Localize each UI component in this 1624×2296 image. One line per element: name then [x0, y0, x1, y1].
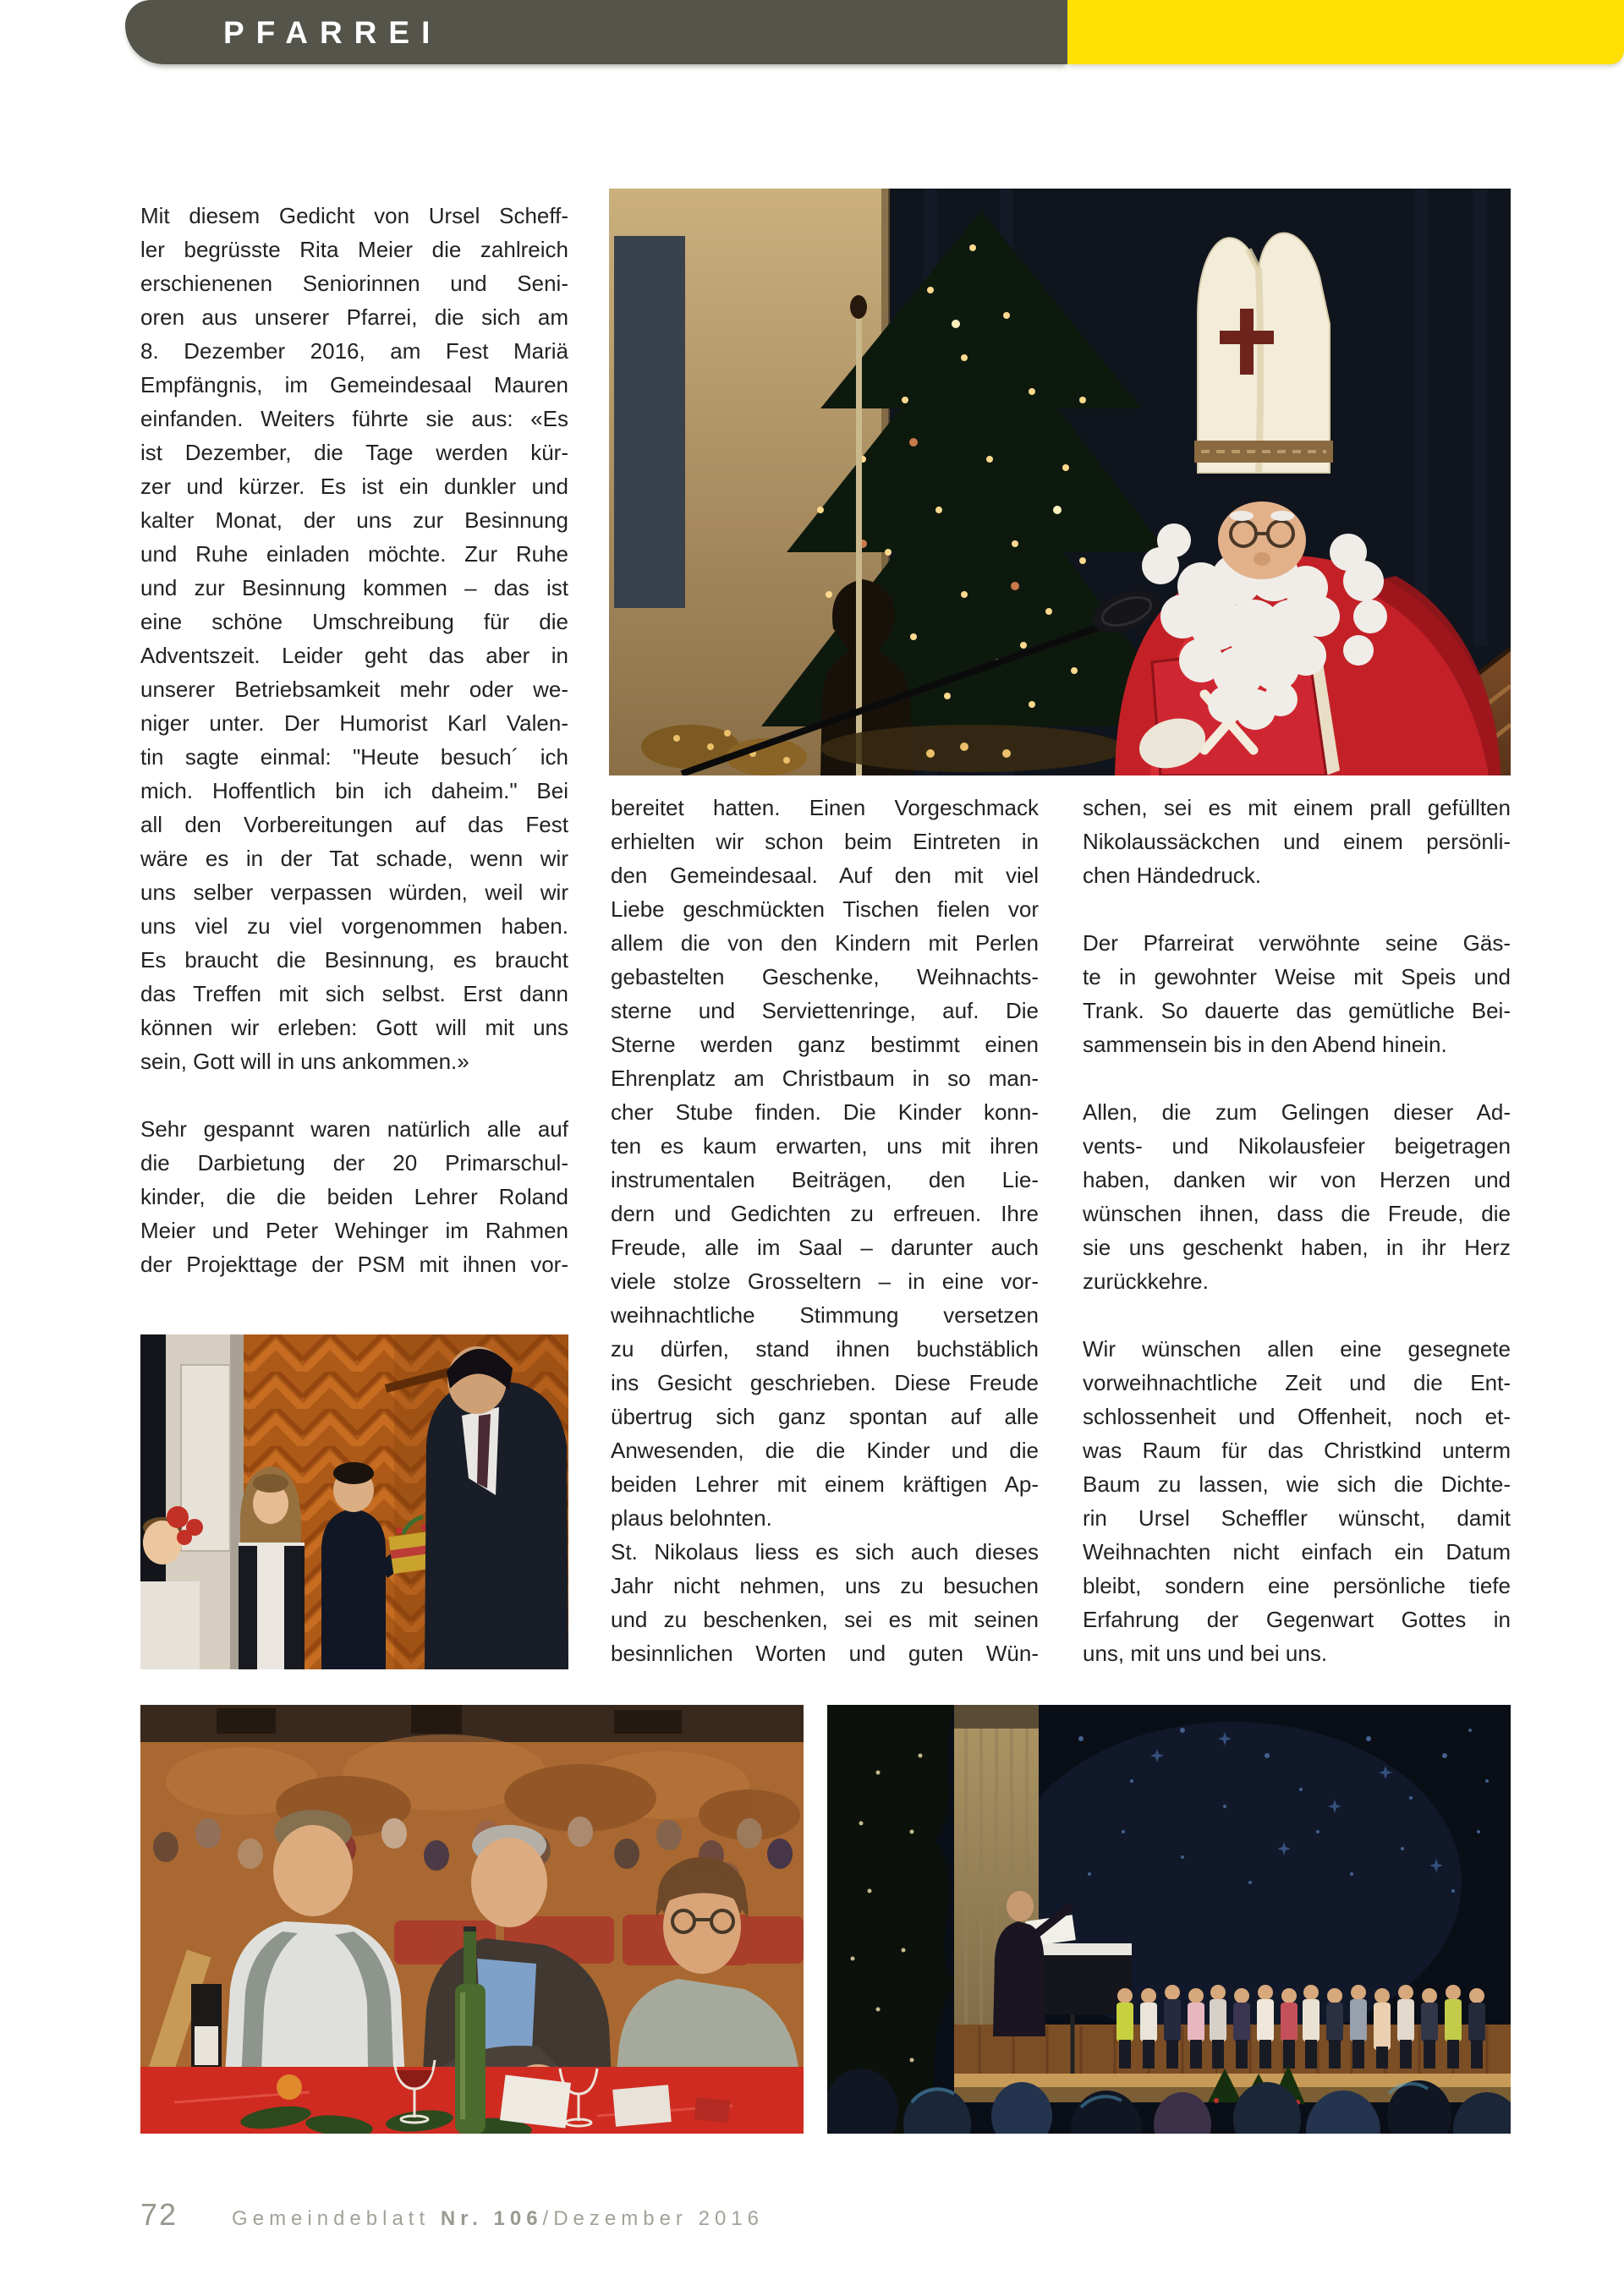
text-line: Der Pfarreirat verwöhnte seine Gäs- [1083, 930, 1511, 956]
text-line: oren aus unserer Pfarrei, die sich am [140, 304, 568, 330]
text-line: sein, Gott will in uns ankommen.» [140, 1049, 469, 1074]
text-line: die Darbietung der 20 Primarschul- [140, 1150, 568, 1175]
publication-name: Gemeindeblatt [232, 2207, 441, 2230]
text-line: vorweihnachtliche Zeit und die Ent- [1083, 1370, 1511, 1395]
text-line: instrumentalen Beiträgen, den Lie- [611, 1167, 1039, 1192]
text-line: einfanden. Weiters führte sie aus: «Es [140, 406, 568, 431]
text-line: weihnachtliche Stimmung versetzen [611, 1302, 1039, 1328]
text-line: erhielten wir schon beim Eintreten in [611, 829, 1039, 854]
text-line: Sterne werden ganz bestimmt einen [611, 1032, 1039, 1057]
paragraph-gap [1083, 1061, 1511, 1095]
text-line: übertrug sich ganz spontan auf alle [611, 1404, 1039, 1429]
page-footer [140, 2197, 764, 2233]
text-column-3 [1083, 791, 1511, 1670]
text-line: cher Stube finden. Die Kinder konn- [611, 1099, 1039, 1125]
text-line: und zur Besinnung kommen – das ist [140, 575, 568, 600]
text-line: te in gewohnter Weise mit Speis und [1083, 964, 1511, 989]
text-line: bereitet hatten. Einen Vorgeschmack [611, 795, 1039, 820]
text-line: Allen, die zum Gelingen dieser Ad- [1083, 1099, 1511, 1125]
text-line: Anwesenden, die die Kinder und die [611, 1438, 1039, 1463]
text-line: Nikolaussäckchen und einem persönli- [1083, 829, 1511, 854]
text-line: 8. Dezember 2016, am Fest Mariä [140, 338, 568, 364]
text-line: ist Dezember, die Tage werden kür- [140, 440, 568, 465]
text-line: können wir erleben: Gott will mit uns [140, 1015, 568, 1040]
photo-seniors-table [140, 1705, 804, 2134]
text-line: und Ruhe einladen möchte. Zur Ruhe [140, 541, 568, 567]
section-title: PFARREI [223, 15, 442, 50]
text-line: uns selber verpassen würden, weil wir [140, 879, 568, 905]
text-line: bleibt, sondern eine persönliche tiefe [1083, 1573, 1511, 1598]
text-line: eine schöne Umschreibung für die [140, 609, 568, 634]
text-line: rin Ursel Scheffler wünscht, damit [1083, 1505, 1511, 1531]
photo-nikolaus-visit [609, 189, 1511, 775]
text-line: Es braucht die Besinnung, es braucht [140, 947, 568, 973]
text-line: allem die von den Kindern mit Perlen [611, 930, 1039, 956]
issue-date: /Dezember 2016 [542, 2207, 764, 2230]
text-line: kinder, die die beiden Lehrer Roland [140, 1184, 568, 1209]
text-line: Liebe geschmückten Tischen fielen vor [611, 896, 1039, 922]
text-line: Wir wünschen allen eine gesegnete [1083, 1336, 1511, 1362]
photo-gift-art [140, 1334, 568, 1669]
text-line: Erfahrung der Gegenwart Gottes in [1083, 1607, 1511, 1632]
text-line: sie uns geschenkt haben, in ihr Herz [1083, 1235, 1511, 1260]
text-line: vents- und Nikolausfeier beigetragen [1083, 1133, 1511, 1159]
text-line: ten es kaum erwarten, uns mit ihren [611, 1133, 1039, 1159]
text-line: gebastelten Geschenke, Weihnachts- [611, 964, 1039, 989]
text-line: erschienenen Seniorinnen und Seni- [140, 271, 568, 296]
photo-gift-handover [140, 1334, 568, 1669]
text-line: ler begrüsste Rita Meier die zahlreich [140, 237, 568, 262]
text-line: Freude, alle im Saal – darunter auch [611, 1235, 1039, 1260]
text-line: schlossenheit und Offenheit, noch et- [1083, 1404, 1511, 1429]
text-line: haben, danken wir von Herzen und [1083, 1167, 1511, 1192]
text-line: wünschen ihnen, dass die Freude, die [1083, 1201, 1511, 1226]
text-line: sammensein bis in den Abend hinein. [1083, 1032, 1447, 1057]
text-line: zu dürfen, stand ihnen buchstäblich [611, 1336, 1039, 1362]
text-line: zer und kürzer. Es ist ein dunkler und [140, 474, 568, 499]
text-line: viele stolze Grosseltern – in eine vor- [611, 1269, 1039, 1294]
text-line: all den Vorbereitungen auf das Fest [140, 812, 568, 837]
text-line: Baum zu lassen, wie sich die Dichte- [1083, 1471, 1511, 1497]
text-line: wäre es in der Tat schade, wenn wir [140, 846, 568, 871]
text-line: was Raum für das Christkind unterm [1083, 1438, 1511, 1463]
text-line: Jahr nicht nehmen, uns zu besuchen [611, 1573, 1039, 1598]
text-line: Trank. So dauerte das gemütliche Bei- [1083, 998, 1511, 1023]
text-line: besinnlichen Worten und guten Wün- [611, 1641, 1039, 1666]
text-line: beiden Lehrer mit einem kräftigen Ap- [611, 1471, 1039, 1497]
text-line: schen, sei es mit einem prall gefüllten [1083, 795, 1511, 820]
section-banner [125, 0, 1067, 64]
text-line: uns, mit uns und bei uns. [1083, 1641, 1328, 1666]
text-line: mich. Hoffentlich bin ich daheim." Bei [140, 778, 568, 803]
text-line: Sehr gespannt waren natürlich alle auf [140, 1116, 568, 1142]
text-line: Empfängnis, im Gemeindesaal Mauren [140, 372, 568, 397]
page-number: 72 [140, 2197, 178, 2232]
photo-nikolaus-art [609, 189, 1511, 775]
photo-stage-art [827, 1705, 1511, 2134]
text-line: chen Händedruck. [1083, 863, 1262, 888]
text-line: zurückkehre. [1083, 1269, 1209, 1294]
paragraph-gap [140, 1078, 568, 1112]
text-line: uns viel zu viel vorgenommen haben. [140, 913, 568, 939]
text-line: Adventszeit. Leider geht das aber in [140, 643, 568, 668]
paragraph-gap [1083, 1298, 1511, 1332]
text-line: dern und Gedichten zu erfreuen. Ihre [611, 1201, 1039, 1226]
text-line: Meier und Peter Wehinger im Rahmen [140, 1218, 568, 1243]
header-yellow-block [1067, 0, 1624, 64]
text-line: niger unter. Der Humorist Karl Valen- [140, 710, 568, 736]
text-column-2 [611, 791, 1039, 1670]
text-column-1 [140, 199, 568, 1281]
text-line: Ehrenplatz am Christbaum in so man- [611, 1066, 1039, 1091]
issue-number: Nr. 106 [440, 2207, 543, 2230]
text-line: plaus belohnten. [611, 1505, 772, 1531]
text-line: Mit diesem Gedicht von Ursel Scheff- [140, 203, 568, 228]
text-line: unserer Betriebsamkeit mehr oder we- [140, 677, 568, 702]
text-line: tin sagte einmal: "Heute besuch´ ich [140, 744, 568, 770]
text-line: St. Nikolaus liess es sich auch dieses [611, 1539, 1039, 1564]
text-line: der Projekttage der PSM mit ihnen vor- [140, 1252, 568, 1277]
text-line: und zu beschenken, sei es mit seinen [611, 1607, 1039, 1632]
text-line: den Gemeindesaal. Auf den mit viel [611, 863, 1039, 888]
text-line: kalter Monat, der uns zur Besinnung [140, 507, 568, 533]
paragraph-gap [1083, 892, 1511, 926]
publication-line [232, 2207, 764, 2231]
text-line: sterne und Serviettenringe, auf. Die [611, 998, 1039, 1023]
photo-seniors-art [140, 1705, 804, 2134]
photo-children-stage [827, 1705, 1511, 2134]
text-line: das Treffen mit sich selbst. Erst dann [140, 981, 568, 1006]
text-line: ins Gesicht geschrieben. Diese Freude [611, 1370, 1039, 1395]
text-line: Weihnachten nicht einfach ein Datum [1083, 1539, 1511, 1564]
